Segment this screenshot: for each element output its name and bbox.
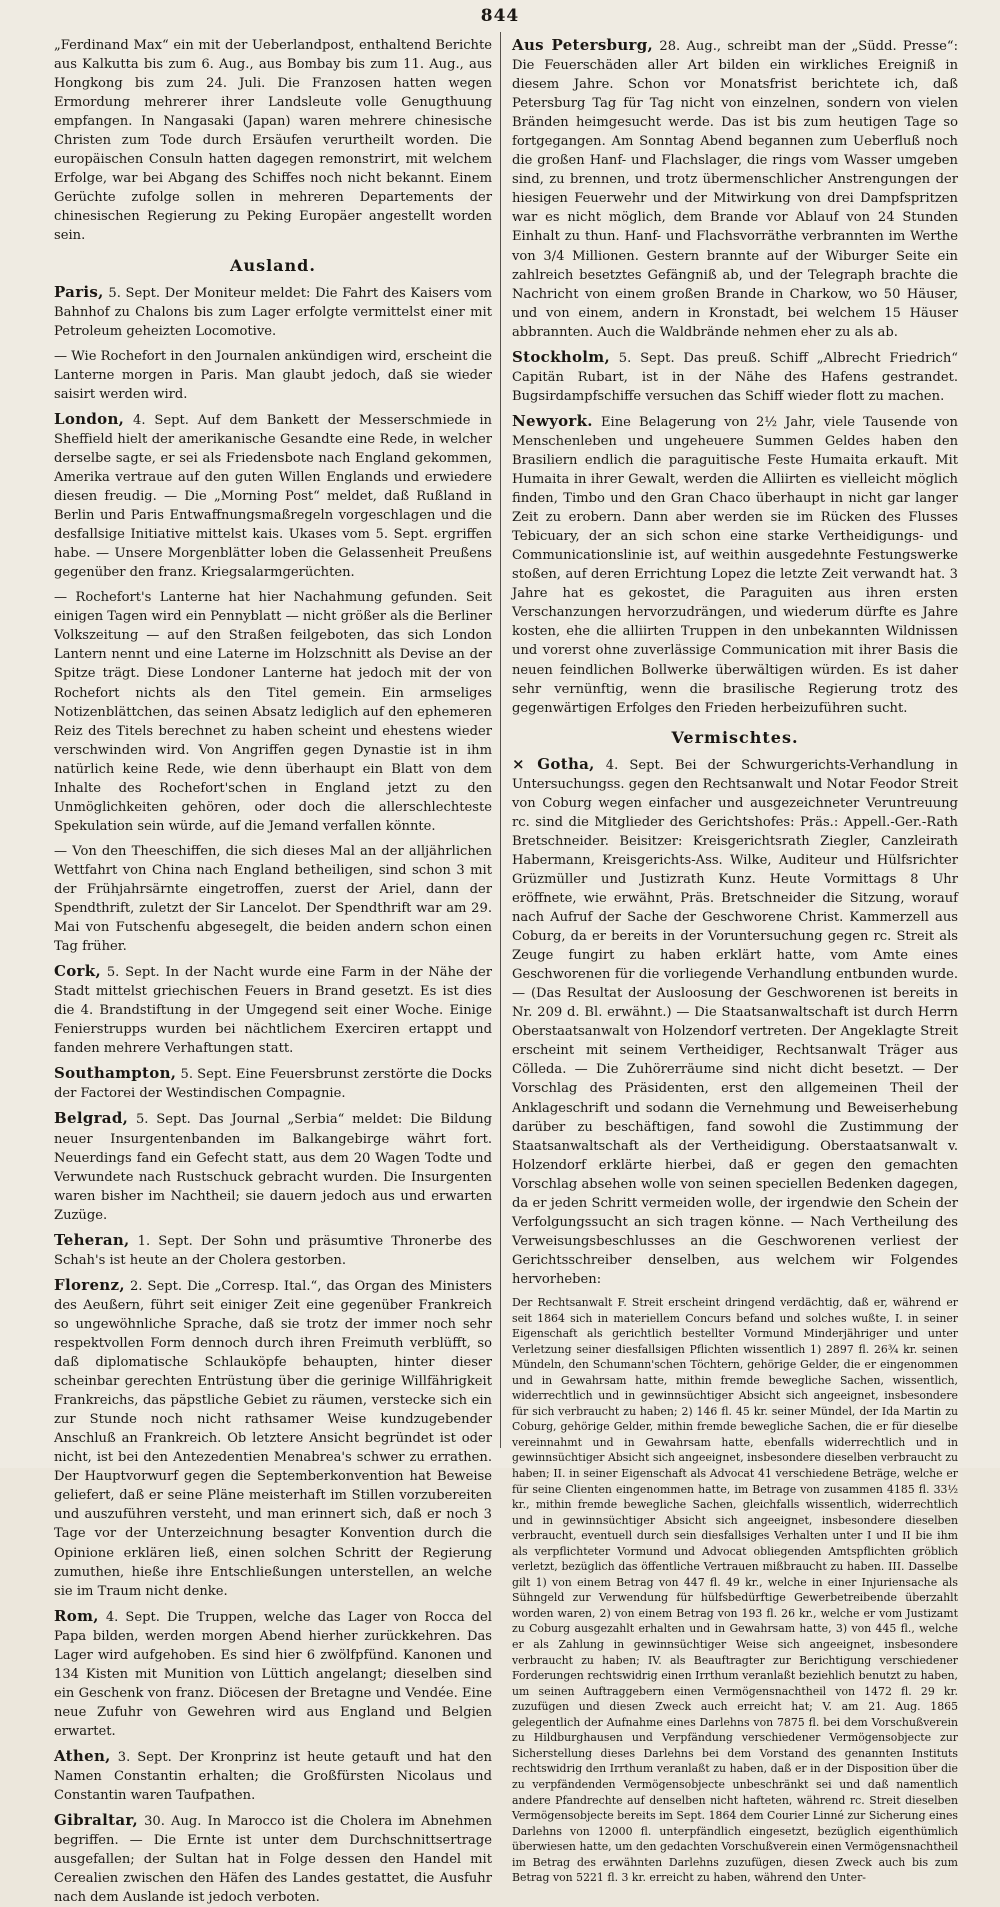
news-dateline: Teheran, <box>54 1230 130 1249</box>
news-item <box>512 36 958 342</box>
left-news-items <box>54 283 492 1907</box>
right-column <box>512 36 958 1885</box>
intro-paragraph: „Ferdinand Max“ ein mit der Ueberlandpost, enthaltend Berichte aus Kalkutta bis zum 6. Aug., aus Bombay bis zum 11. Aug., aus Hongkong bis zum 24. Juli. Die Franzosen hatten wegen Ermordung mehrerer ihrer Landsleute volle Genugthuung empfangen. In Nangasaki (Japan) waren mehrere chinesische Christen zum Tode durch Ersäufen verurtheilt worden. Die europäischen Consuln hatten dagegen remonstrirt, mit welchem Erfolge, war bei Abgang des Schiffes noch nicht bekannt. Einem Gerüchte zufolge sollen in mehreren Departements der chinesischen Regierung zu Peking Europäer angestellt worden sein. <box>54 38 492 244</box>
news-item <box>54 1811 492 1907</box>
page-number: 844 <box>480 6 520 26</box>
news-dateline: Southampton, <box>54 1064 177 1083</box>
news-text: — Wie Rochefort in den Journalen ankündigen wird, erscheint die Lanterne morgen in Paris. Man glaubt jedoch, daß sie wieder saisirt werden wird. <box>54 348 492 402</box>
news-item <box>54 1064 492 1103</box>
news-item <box>54 1607 492 1741</box>
news-text: 5. Sept. Das Journal „Serbia“ meldet: Die Bildung neuer Insurgentenbanden im Balkangebirge währt fort. Neuerdings fand ein Gefecht statt, aus dem 20 Wagen Todte und Verwundete nach Rustschuck gebracht wurden. Die Insurgenten waren bisher im Nachtheil; sie dauern jedoch aus und erwarten Zuzüge. <box>54 1112 492 1223</box>
news-text: — Von den Theeschiffen, die sich dieses Mal an der alljährlichen Wettfahrt von China nach England betheiligen, sind schon 3 mit der Frühjahrsärnte eingetroffen, zuerst der Ariel, dann der Spendthrift, zuletzt der Sir Lancelot. Der Spendthrift war am 29. Mai von Futschenfu abgesegelt, die beiden andern schon einen Tag früher. <box>54 843 492 955</box>
news-dateline: Belgrad, <box>54 1109 129 1128</box>
news-dateline: Stockholm, <box>512 347 610 366</box>
news-text: 4. Sept. Die Truppen, welche das Lager von Rocca del Papa bilden, werden morgen Abend hierher zurückkehren. Das Lager wird aufgehoben. Es sind hier 6 zwölfpfünd. Kanonen und 134 Kisten mit Munition von Lüttich angelangt; dieselben sind ein Geschenk von franz. Diöcesen der Bretagne und Vendée. Eine neue Zufuhr von Gewehren wird aus England und Belgien erwartet. <box>54 1609 492 1739</box>
left-column <box>54 36 492 1906</box>
column-divider <box>500 32 501 1448</box>
news-dateline: Cork, <box>54 962 101 981</box>
news-dateline: Florenz, <box>54 1275 125 1294</box>
court-report-text: Der Rechtsanwalt F. Streit erscheint dringend verdächtig, daß er, während er seit 1864 sich in materiellem Concurs befand und solches wußte, I. in seiner Eigenschaft als gerichtlich bestellter Vormund Minderjähriger und unter Verletzung seiner diesfallsigen Pflichten wissentlich 1) 2897 fl. 26¾ kr. seinen Mündeln, den Schumann'schen Töchtern, gehörige Gelder, die er eingenommen und in Gewahrsam hatte, mithin fremde bewegliche Sachen, wissentlich, widerrechtlich und in gewinnsüchtiger Absicht sich angeeignet, insbesondere für sich verbraucht zu haben; 2) 146 fl. 45 kr. seiner Mündel, der Ida Martin zu Coburg, gehörige Gelder, mithin fremde bewegliche Sachen, die er für dieselbe vereinnahmt und in Gewahrsam hatte, ebenfalls widerrechtlich und in gewinnsüchtiger Absicht sich angeeignet, insbesondere dieselben verbraucht zu haben; II. in seiner Eigenschaft als Advocat 41 verschiedene Beträge, welche er für seine Clienten eingenommen hatte, im Betrage von zusammen 4185 fl. 33½ kr., mithin fremde bewegliche Sachen, gleichfalls wissentlich, widerrechtlich und in gewinnsüchtiger Absicht sich angeeignet, insbesondere dieselben verbraucht, eventuell durch sein diesfallsiges Verhalten unter I und II bie ihm als verpflichteter Vormund und Advocat obliegenden Amtspflichten gröblich verletzt, bezüglich das öffentliche Vertrauen mißbraucht zu haben. III. Dasselbe gilt 1) von einem Betrag von 447 fl. 49 kr., welche in einer Injuriensache als Sühngeld zur Verwendung für hülfsbedürftige Gewerbetreibende überzahlt worden waren, 2) von einem Betrag von 193 fl. 26 kr., welche er vom Justizamt zu Coburg ausgezahlt erhalten und in Gewahrsam hatte, 3) von 445 fl., welche er als Zahlung in gewinnsüchtiger Weise sich angeeignet, insbesondere verbraucht zu haben; IV. als Beauftragter zur Berichtigung verschiedener Forderungen rechtswidrig einen Irrthum veranlaßt beziehlich benutzt zu haben, um seinen Auftraggebern einen Vermögensnachtheil von 1472 fl. 29 kr. zuzufügen und diesen Zweck auch erreicht hat; V. am 21. Aug. 1865 gelegentlich der Aufnahme eines Darlehns von 7875 fl. bei dem Vorschußverein zu Hildburghausen und Verpfändung verschiedener Vermögensobjecte zur Sicherstellung dieses Darlehns bei dem Vorstand des genannten Instituts rechtswidrig den Irrthum veranlaßt zu haben, daß er in der Disposition über die zu verpfändenden Vermögensobjecte unbeschränkt sei und daß namentlich andere Pfandrechte auf denselben nicht hafteten, während rc. Streit dieselben Vermögensobjecte bereits im Sept. 1864 dem Courier Linné zur Sicherung eines Darlehns von 12000 fl. unterpfändlich eingesetzt, bezüglich eigenthümlich überwiesen hatte, um den gedachten Vorschußverein einen Vermögensnachtheil im Betrag des erwähnten Darlehns zuzufügen, diesen Zweck auch bis zum Betrag von 5221 fl. 3 kr. erreicht zu haben, während den Unter- <box>512 1296 958 1885</box>
news-item <box>512 348 958 406</box>
news-text: 28. Aug., schreibt man der „Südd. Presse“: Die Feuerschäden aller Art bilden ein wirkliches Ereigniß in diesem Jahre. Schon vor Monatsfrist berichtete ich, daß Petersburg Tag für Tag nicht von einzelnen, sondern von vielen Bränden heimgesucht werde. Das ist bis zum heutigen Tage so fortgegangen. Am Sonntag Abend begannen zum Ueberfluß noch die großen Hanf- und Flachslager, die rings vom Wasser umgeben sind, zu brennen, und trotz übermenschlicher Anstrengungen der hiesigen Feuerwehr und der Mitwirkung von drei Dampfspritzen war es nicht möglich, dem Brande vor Ablauf von 24 Stunden Einhalt zu thun. Hanf- und Flachsvorräthe verbrannten im Werthe von 3/4 Millionen. Gestern brannte auf der Wiburger Seite ein zahlreich besetztes Gefängniß ab, und der Telegraph brachte die Nachricht von einem großen Brande in Charkow, wo 50 Häuser, und von einem, andern in Kronstadt, bei welchem 15 Häuser abbrannten. Auch die Waldbrände nehmen eher zu als ab. <box>512 39 958 340</box>
news-item <box>54 1276 492 1601</box>
news-item <box>54 962 492 1058</box>
gotha-text: 4. Sept. Bei der Schwurgerichts-Verhandlung in Untersuchungss. gegen den Rechtsanwalt und Notar Feodor Streit von Coburg wegen einfacher und ausgezeichneter Veruntreuung rc. sind die Mitglieder des Gerichtshofes: Präs.: Appell.-Ger.-Rath Bretschneider. Beisitzer: Kreisgerichtsrath Ziegler, Canzleirath Habermann, Kreisgerichts-Ass. Wilke, Auditeur und Hülfsrichter Grüzmüller und Justizrath Kunz. Heute Vormittags 8 Uhr eröffnete, wie erwähnt, Präs. Bretschneider die Sitzung, worauf nach Aufruf der Sache der Geschworene Christ. Kammerzell aus Coburg, da er bereits in der Voruntersuchung gegen rc. Streit als Zeuge fungirt zu haben erklärt hatte, vom Amte eines Geschworenen für die vorliegende Verhandlung entbunden wurde. — (Das Resultat der Ausloosung der Geschworenen ist bereits in Nr. 209 d. Bl. erwähnt.) — Die Staatsanwaltschaft ist durch Herrn Oberstaatsanwalt von Holzendorf vertreten. Der Angeklagte Streit erscheint mit seinem Vertheidiger, Rechtsanwalt Träger aus Cölleda. — Die Zuhörerräume sind nicht dicht besetzt. — Der Vorschlag des Präsidenten, erst den allgemeinen Theil der Anklageschrift und sodann die Vernehmung und Beweiserhebung darüber zu beschäftigen, fand sowohl die Zustimmung der Staatsanwaltschaft als der Vertheidigung. Oberstaatsanwalt v. Holzendorf erklärte hierbei, daß er gegen den gemachten Vorschlag absehen wolle von seinen speciellen Bedenken dagegen, da er jeden Schritt vermeiden wolle, der irgendwie den Schein der Verfolgungssucht an sich tragen könne. — Nach Vertheilung des Verweisungsbeschlusses an die Geschworenen verliest der Gerichtsschreiber denselben, aus welchem wir Folgendes hervorheben: <box>512 757 958 1287</box>
news-item <box>54 842 492 956</box>
news-item <box>54 410 492 582</box>
news-dateline: Aus Petersburg, <box>512 36 654 54</box>
news-text: 1. Sept. Der Sohn und präsumtive Thronerbe des Schah's ist heute an der Cholera gestorben. <box>54 1233 492 1268</box>
news-text: 5. Sept. In der Nacht wurde eine Farm in der Nähe der Stadt mittelst griechischen Feuers in Brand gesetzt. Es ist dies die 4. Brandstiftung in der Umgegend seit einer Woche. Einige Fenierstrupps wurden bei nächtlichem Exerciren ertappt und fanden mehrere Verhaftungen statt. <box>54 965 492 1057</box>
news-text: Eine Belagerung von 2½ Jahr, viele Tausende von Menschenleben und ungeheuere Summen Geldes haben den Brasiliern endlich die paraguitische Feste Humaita erkauft. Mit Humaita in ihrer Gewalt, werden die Alliirten es vielleicht möglich finden, Timbo und den Gran Chaco überhaupt in nicht gar langer Zeit zu erobern. Dann aber werden sie im Rücken des Flusses Tebicuary, der an sich schon eine starke Vertheidigungs- und Communicationslinie ist, auf weithin ausgedehnte Festungswerke stoßen, auf deren Errichtung Lopez die letzte Zeit verwandt hat. 3 Jahre hat es gekostet, die Paraguiten aus ihren ersten Verschanzungen hervorzudrängen, und wiederum dürfte es Jahre kosten, ehe die alliirten Truppen in den unbekannten Wildnissen und vorerst ohne zuverlässige Communication mit ihrer Basis die neuen feindlichen Bollwerke überwältigen würden. Es ist daher sehr vernünftig, wenn die brasilische Regierung trotz des gegenwärtigen Erfolges den Frieden herbeizuführen sucht. <box>512 414 958 716</box>
news-dateline: London, <box>54 409 125 428</box>
news-item <box>54 588 492 836</box>
news-text: 2. Sept. Die „Corresp. Ital.“, das Organ des Ministers des Aeußern, führt seit einiger Zeit eine gegenüber Frankreich so ungewöhnliche Sprache, daß sie trotz der immer noch sehr respektvollen Form dennoch durch ihren Freimuth verblüfft, so daß diplomatische Schlauköpfe behaupten, hinter dieser scheinbar gerechten Entrüstung über die gerinige Willfährigkeit Frankreichs, das päpstliche Gebiet zu räumen, verstecke sich ein zur Stunde noch nicht rathsamer Weise kundzugebender Anschluß an Frankreich. Ob letztere Ansicht begründet ist oder nicht, ist bei den Antezedentien Menabrea's schwer zu errathen. Der Hauptvorwurf gegen die Septemberkonvention hat Beweise geliefert, daß er seine Pläne meisterhaft im Stillen vorzubereiten und auszuführen versteht, und man erinnert sich, daß er noch 3 Tage vor der Unterzeichnung besagter Konvention durch die Opinione erklären ließ, einen solchen Schritt der Regierung zumuthen, hieße ihre Entschließungen unterstellen, an welche sie im Traum nicht denke. <box>54 1278 492 1599</box>
news-dateline: Paris, <box>54 282 104 301</box>
news-item <box>54 1747 492 1805</box>
gotha-dateline: × Gotha, <box>512 754 595 773</box>
gotha-paragraph <box>512 755 958 1289</box>
section-title-vermischtes: Vermischtes. <box>671 727 799 747</box>
news-dateline: Gibraltar, <box>54 1811 138 1830</box>
news-text: 4. Sept. Auf dem Bankett der Messerschmiede in Sheffield hielt der amerikanische Gesandte eine Rede, in welcher derselbe sagte, er sei als Friedensbote nach England gekommen, Amerika vertraue auf den guten Willen Englands und erwiedere diesen freudig. — Die „Morning Post“ meldet, daß Rußland in Berlin und Paris Entwaffnungsmaßregeln vorgeschlagen und die desfallsige Initiative mittelst kais. Ukases vom 5. Sept. ergriffen habe. — Unsere Morgenblätter loben die Gelassenheit Preußens gegenüber den franz. Kriegsalarmgerüchten. <box>54 412 492 581</box>
news-text: 5. Sept. Eine Feuersbrunst zerstörte die Docks der Factorei der Westindischen Compagnie. <box>54 1067 492 1102</box>
news-item <box>54 1109 492 1224</box>
news-item <box>54 1231 492 1270</box>
news-item <box>512 412 958 718</box>
news-text: 30. Aug. In Marocco ist die Cholera im Abnehmen begriffen. — Die Ernte ist unter dem Durchschnittsertrage ausgefallen; der Sultan hat in Folge dessen den Handel mit Cerealien zwischen den Häfen des Landes gestattet, die Ausfuhr nach dem Auslande ist jedoch verboten. <box>54 1814 492 1906</box>
news-dateline: Rom, <box>54 1606 99 1625</box>
news-text: 5. Sept. Das preuß. Schiff „Albrecht Friedrich“ Capitän Rubart, ist in der Nähe des Hafens gestrandet. Bugsirdampfschiffe versuchen das Schiff wieder flott zu machen. <box>512 350 958 404</box>
news-item <box>54 283 492 341</box>
news-dateline: Athen, <box>54 1746 111 1765</box>
right-news-items <box>512 36 958 718</box>
news-text: — Rochefort's Lanterne hat hier Nachahmung gefunden. Seit einigen Tagen wird ein Pennyblatt — nicht größer als die Berliner Volkszeitung — auf den Straßen feilgeboten, das sich London Lantern nennt und eine Laterne im Holzschnitt als Devise an der Spitze trägt. Diese Londoner Lanterne hat jedoch mit der von Rochefort nichts als den Titel gemein. Ein armseliges Notizenblättchen, das seinen Absatz lediglich auf den ephemeren Reiz des Titels berechnet zu haben scheint und ehestens wieder verschwinden wird. Von Angriffen gegen Dynastie ist in ihm natürlich keine Rede, wie denn überhaupt ein Blatt von dem Inhalte des Rochefort'schen in England jetzt zu den Unmöglichkeiten gehören, oder doch die allerschlechteste Spekulation sein würde, auf die Jemand verfallen könnte. <box>54 590 492 834</box>
section-title-ausland: Ausland. <box>230 255 316 275</box>
news-text: 3. Sept. Der Kronprinz ist heute getauft und hat den Namen Constantin erhalten; die Großfürsten Nicolaus und Constantin waren Taufpathen. <box>54 1749 492 1804</box>
news-text: 5. Sept. Der Moniteur meldet: Die Fahrt des Kaisers vom Bahnhof zu Chalons bis zum Lager erfolgte vermittelst einer mit Petroleum geheizten Locomotive. <box>54 285 492 339</box>
news-dateline: Newyork. <box>512 411 593 430</box>
news-item <box>54 347 492 404</box>
court-report-small-print <box>512 1295 958 1886</box>
